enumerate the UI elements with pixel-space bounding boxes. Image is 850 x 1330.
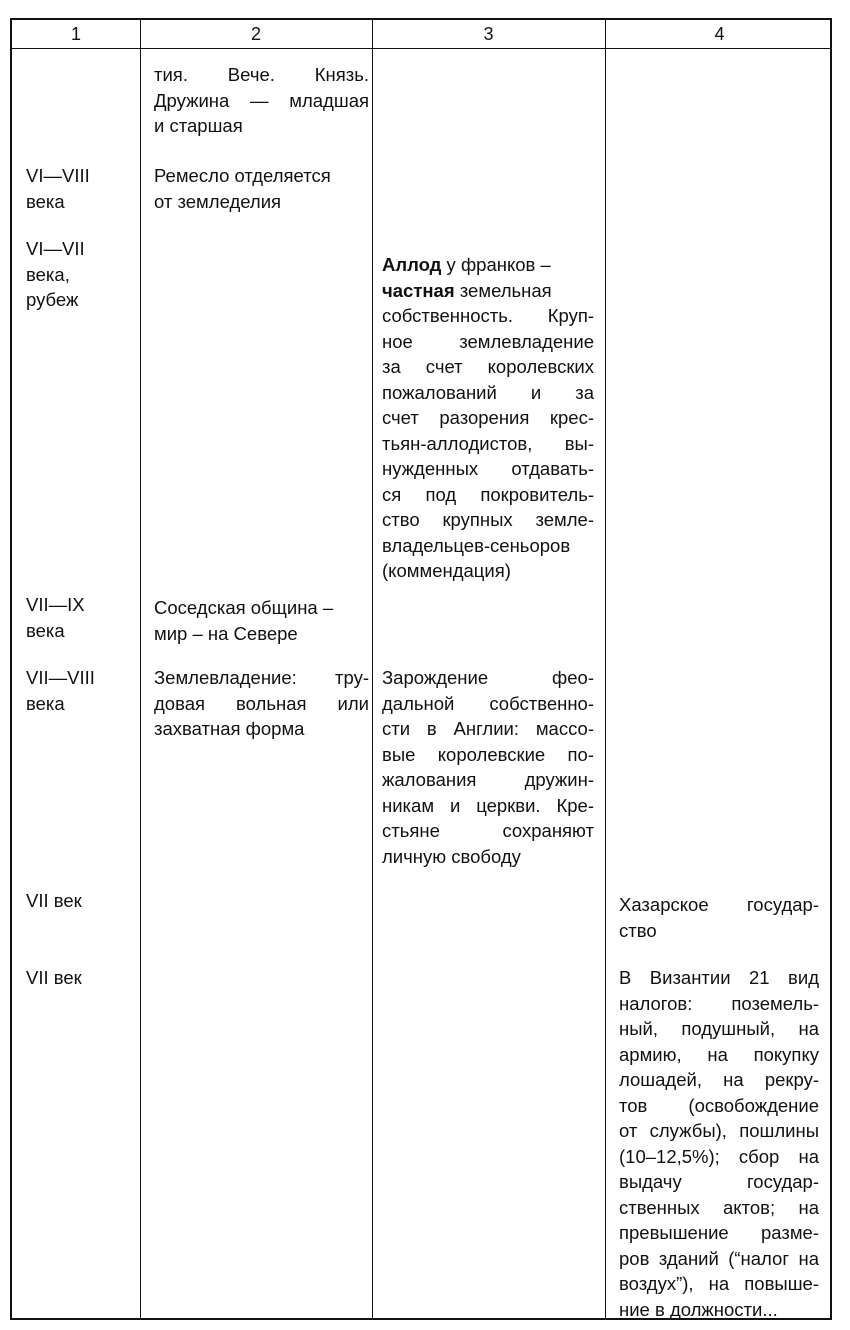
- history-table: [10, 18, 832, 1320]
- cell-r6-c4: В Византии 21 вид налогов: поземель- ный, подушный, на армию, на покупку лошадей, на рекру- тов (освобождение от службы), пошлины (10–12,5%); сбор на выдачу государ- ственных актов; на превышение разме- ров зданий (“налог на воздух”), на повыше- ние в должности...: [619, 967, 819, 1320]
- term-allod: Аллод: [382, 254, 442, 275]
- column-divider: [372, 20, 373, 1318]
- cell-r1-c2: Ремесло отделяется от земледелия: [154, 165, 331, 212]
- header-col-2: 2: [250, 24, 261, 44]
- cell-r1-c1: VI—VIII века: [26, 165, 90, 212]
- term-private: частная: [382, 279, 455, 301]
- cell-r6-c1: VII век: [26, 967, 82, 988]
- cell-r2-c3: Аллод у франков – частная земельная собственность. Круп- ное землевладение за счет королевских пожалований и за счет разорения крес- тьян-аллодистов, вы- нужденных отдавать- ся под покровитель- ство крупных земле- владельцев-сеньоров (коммендация): [382, 254, 594, 581]
- cell-r4-c3: Зарождение фео- дальной собственно- сти в Англии: массо- вые королевские по- жалования дружин- никам и церкви. Кре- стьяне сохраняют личную свободу: [382, 667, 594, 867]
- cell-r2-c1: VI—VII века, рубеж: [26, 238, 85, 310]
- cell-r4-c2: Землевладение: тру- довая вольная или захватная форма: [154, 667, 369, 739]
- header-col-1: 1: [70, 24, 81, 44]
- header-divider: [12, 48, 830, 49]
- cell-r5-c1: VII век: [26, 890, 82, 911]
- header-col-4: 4: [714, 24, 725, 44]
- cell-r5-c4: Хазарское государ- ство: [619, 894, 819, 941]
- column-divider: [140, 20, 141, 1318]
- column-divider: [605, 20, 606, 1318]
- header-col-3: 3: [483, 24, 494, 44]
- cell-r3-c1: VII—IX века: [26, 594, 85, 641]
- cell-r0-c2: тия. Вече. Князь. Дружина — младшая и старшая: [154, 64, 369, 136]
- cell-r4-c1: VII—VIII века: [26, 667, 95, 714]
- cell-r3-c2: Соседская община – мир – на Севере: [154, 597, 334, 644]
